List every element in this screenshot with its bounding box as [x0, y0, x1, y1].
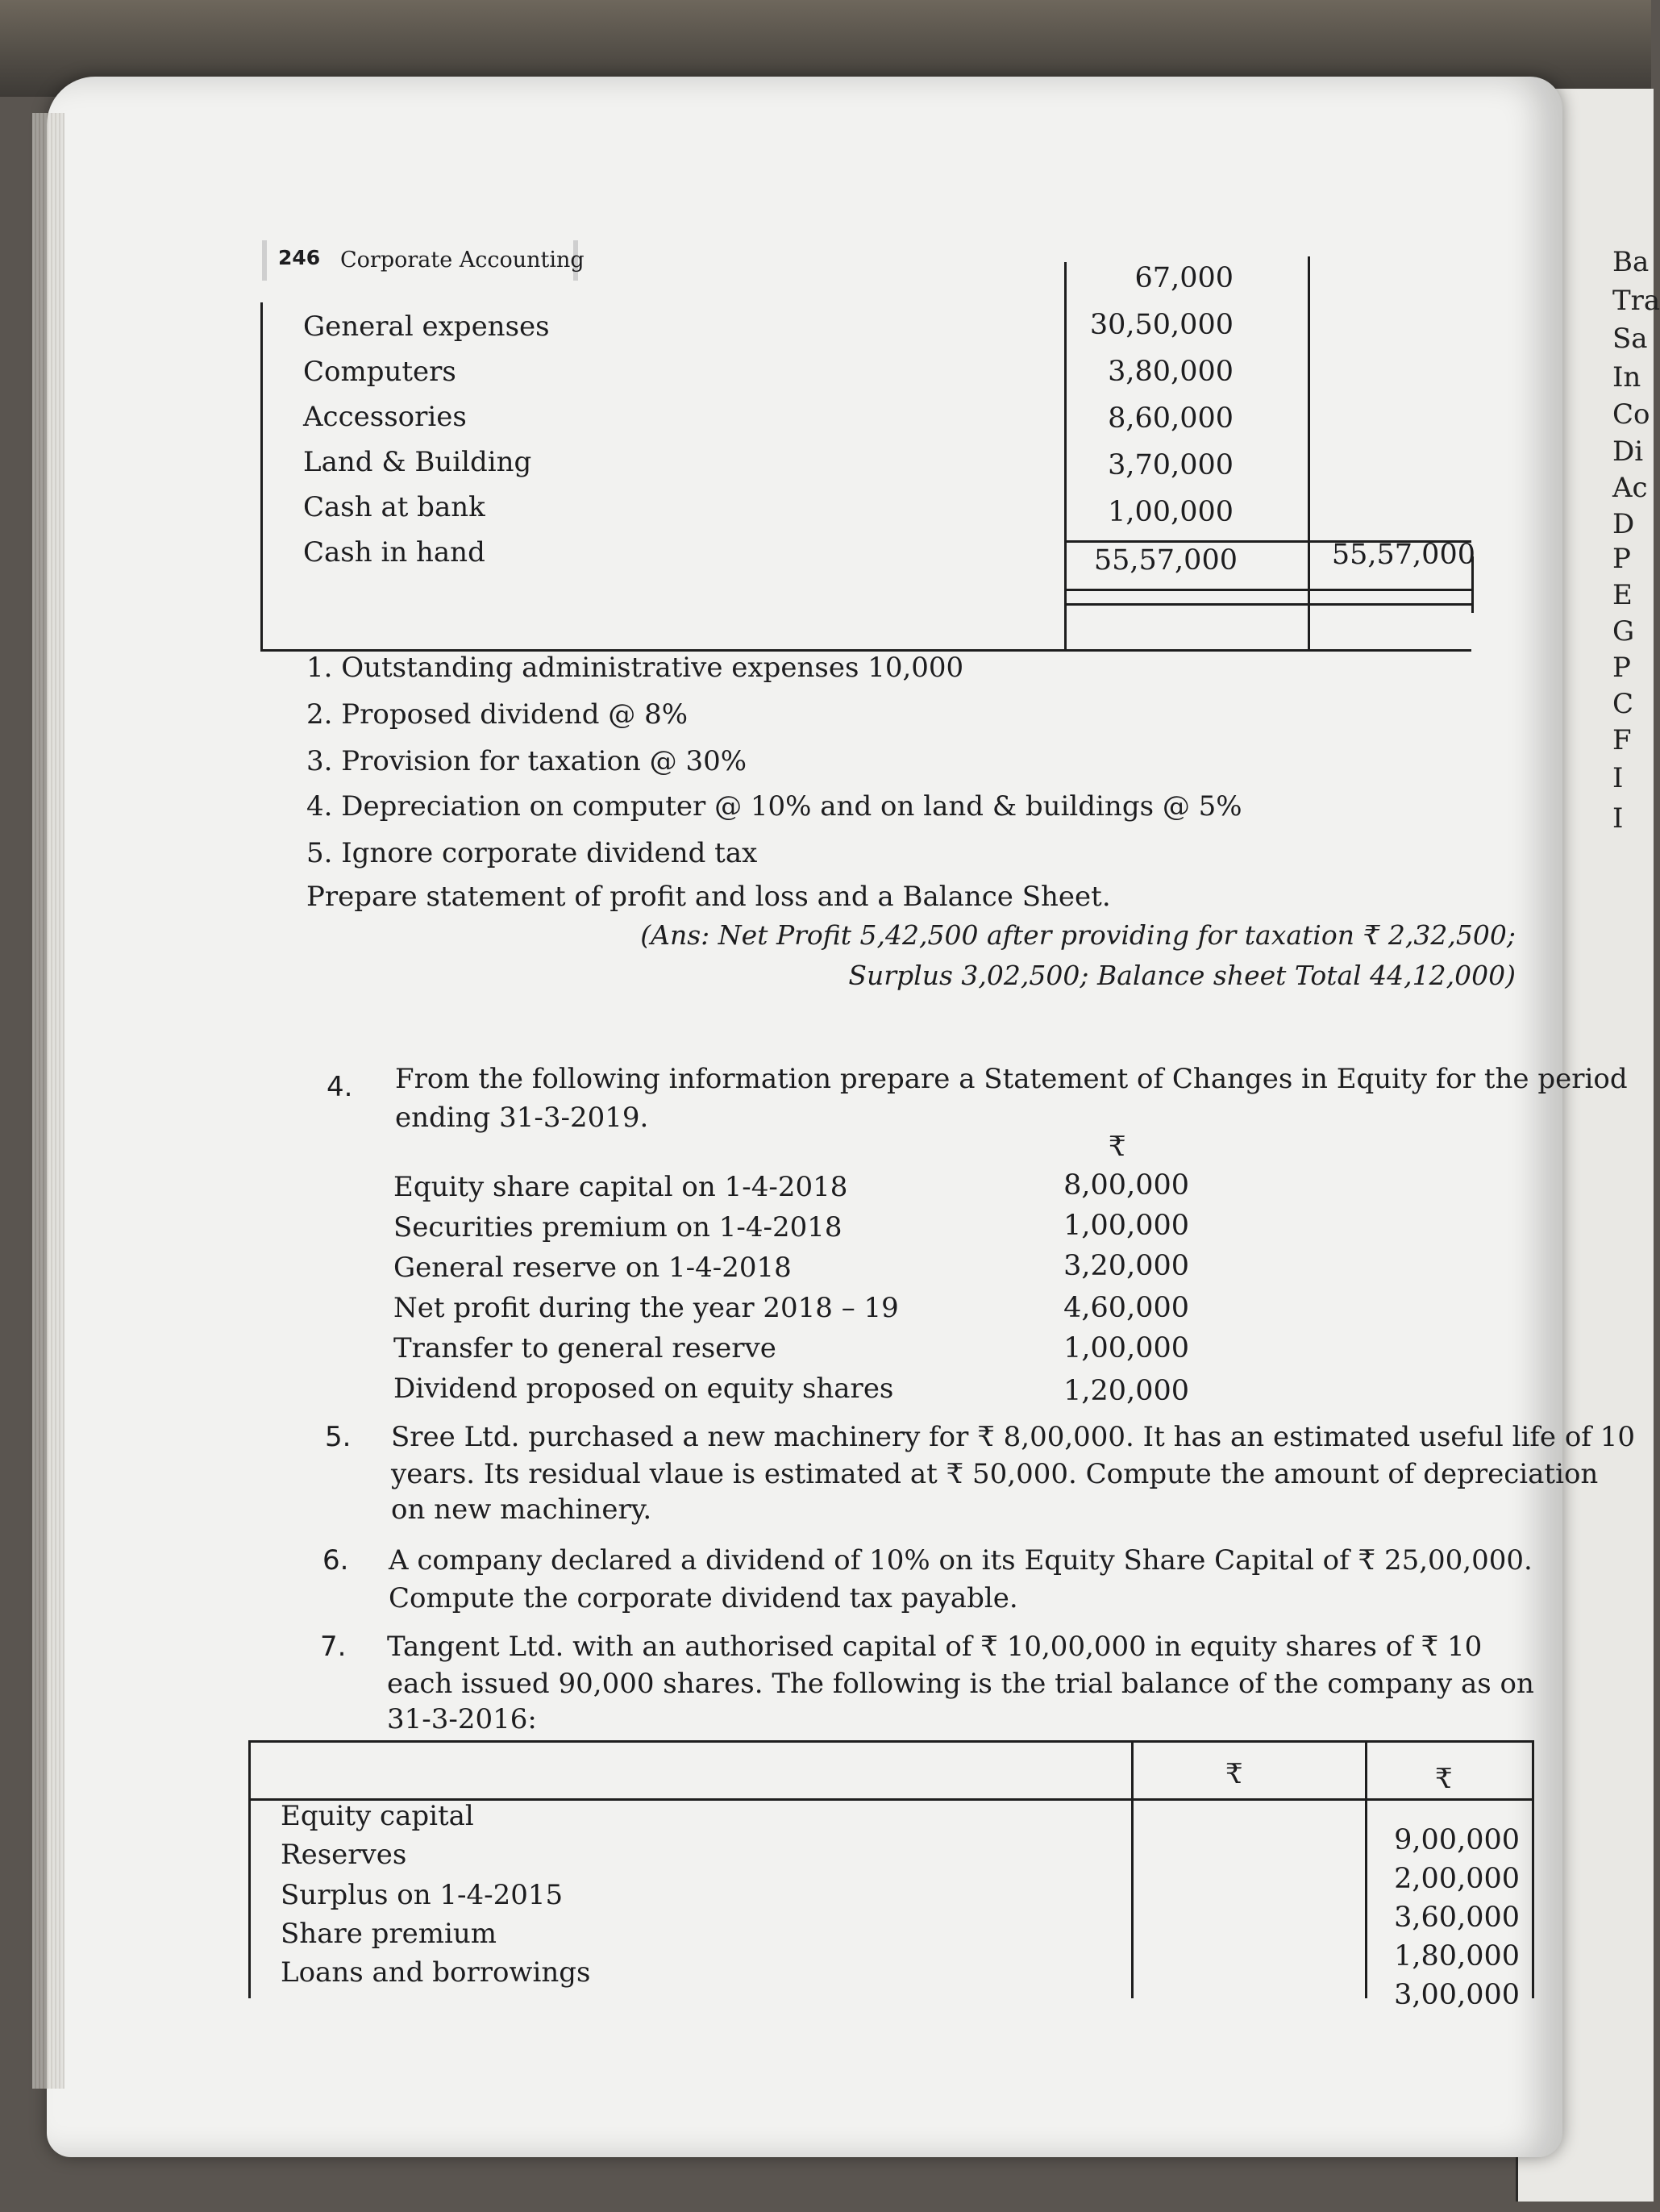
table-row-label: Accessories: [303, 401, 467, 433]
next-page-letter: I: [1612, 802, 1624, 835]
list-item-value: 1,00,000: [1063, 1332, 1189, 1364]
currency-header: ₹: [1109, 1131, 1126, 1163]
next-page-letter: F: [1612, 724, 1632, 756]
table-row-label: Reserves: [281, 1839, 407, 1871]
list-item-label: Net profit during the year 2018 – 19: [393, 1292, 899, 1324]
next-page-letter: Tra: [1612, 285, 1660, 317]
credit-amount: 2,00,000: [1394, 1863, 1520, 1895]
instruction: Prepare statement of profit and loss and a Balance Sheet.: [306, 881, 1111, 913]
credit-amount: 9,00,000: [1394, 1824, 1520, 1856]
column-header-debit: ₹: [1225, 1758, 1243, 1790]
debit-amount: 3,70,000: [1108, 449, 1234, 481]
next-page-letter: I: [1612, 762, 1624, 794]
table-row-label: Loans and borrowings: [281, 1956, 591, 1989]
debit-amount: 67,000: [1134, 262, 1234, 294]
next-page-letter: Co: [1612, 398, 1650, 431]
answer-line-1: (Ans: Net Profit 5,42,500 after providing for taxation ₹ 2,32,500;: [640, 919, 1516, 951]
question-text: on new machinery.: [391, 1493, 652, 1526]
page-stack-edge: [32, 113, 64, 2089]
table-column-divider: [1064, 262, 1067, 651]
table-column-divider: [1365, 1740, 1367, 1998]
list-item-label: Dividend proposed on equity shares: [393, 1373, 894, 1405]
question-number: 6.: [322, 1544, 349, 1577]
double-rule: [1064, 589, 1471, 591]
list-item-label: Equity share capital on 1-4-2018: [393, 1171, 848, 1203]
question-text: Sree Ltd. purchased a new machinery for ₹ 8,00,000. It has an estimated useful life of 10: [391, 1421, 1635, 1453]
question-text: Compute the corporate dividend tax payable.: [389, 1582, 1018, 1614]
credit-amount: 3,00,000: [1394, 1979, 1520, 2011]
list-item-value: 3,20,000: [1063, 1250, 1189, 1282]
next-page-letter: D: [1612, 508, 1635, 540]
table-row-label: Share premium: [281, 1918, 497, 1950]
table-row-label: Cash in hand: [303, 536, 485, 569]
question-number: 4.: [327, 1071, 353, 1103]
total-credit: 55,57,000: [1331, 539, 1475, 571]
question-text: ending 31-3-2019.: [395, 1102, 649, 1134]
table-column-divider: [1131, 1740, 1134, 1998]
credit-amount: 1,80,000: [1394, 1940, 1520, 1972]
double-rule: [1064, 603, 1471, 606]
table-border-top: [248, 1740, 1534, 1743]
next-page-letter: E: [1612, 579, 1633, 611]
table-border-left: [248, 1740, 251, 1998]
question-number: 5.: [325, 1421, 352, 1453]
debit-amount: 30,50,000: [1089, 309, 1234, 341]
table-row-label: Cash at bank: [303, 491, 485, 523]
question-text: A company declared a dividend of 10% on its Equity Share Capital of ₹ 25,00,000.: [389, 1544, 1533, 1577]
list-item-value: 1,00,000: [1063, 1210, 1189, 1242]
question-text: each issued 90,000 shares. The following is the trial balance of the company as on: [387, 1668, 1534, 1700]
question-text: years. Its residual vlaue is estimated at ₹ 50,000. Compute the amount of depreciation: [391, 1458, 1599, 1490]
adjustment-item: 2. Proposed dividend @ 8%: [306, 698, 689, 731]
answer-line-2: Surplus 3,02,500; Balance sheet Total 44,12,000): [848, 960, 1516, 991]
debit-amount: 8,60,000: [1108, 402, 1234, 435]
table-row-label: Equity capital: [281, 1800, 474, 1832]
table-row-label: Surplus on 1-4-2015: [281, 1879, 564, 1911]
debit-amount: 3,80,000: [1108, 356, 1234, 388]
column-header-credit: ₹: [1435, 1763, 1453, 1795]
list-item-value: 8,00,000: [1063, 1169, 1189, 1202]
adjustment-item: 3. Provision for taxation @ 30%: [306, 745, 747, 777]
list-item-label: Transfer to general reserve: [393, 1332, 776, 1364]
table-row-label: General expenses: [303, 310, 550, 343]
list-item-label: General reserve on 1-4-2018: [393, 1252, 792, 1284]
table-border-right: [1532, 1740, 1534, 1998]
question-text: Tangent Ltd. with an authorised capital of ₹ 10,00,000 in equity shares of ₹ 10: [387, 1631, 1483, 1663]
next-page-letter: In: [1612, 361, 1641, 394]
next-page-letter: P: [1612, 543, 1631, 575]
next-page-letter: P: [1612, 652, 1631, 684]
adjustment-item: 1. Outstanding administrative expenses 10,000: [306, 652, 964, 684]
table-border-left: [260, 302, 263, 651]
question-number: 7.: [320, 1631, 347, 1663]
table-row-label: Computers: [303, 356, 456, 388]
adjustment-item: 5. Ignore corporate dividend tax: [306, 837, 758, 869]
page-number: 246: [278, 246, 321, 269]
next-page-letter: G: [1612, 615, 1635, 648]
next-page-letter: Sa: [1612, 323, 1648, 355]
adjustment-item: 4. Depreciation on computer @ 10% and on land & buildings @ 5%: [306, 790, 1242, 823]
question-text: From the following information prepare a Statement of Changes in Equity for the period: [395, 1063, 1628, 1095]
list-item-value: 1,20,000: [1063, 1375, 1189, 1407]
total-debit: 55,57,000: [1093, 544, 1238, 577]
running-title: Corporate Accounting: [340, 248, 585, 273]
list-item-value: 4,60,000: [1063, 1292, 1189, 1324]
next-page-letter: Ac: [1612, 472, 1648, 504]
table-row-label: Land & Building: [303, 446, 532, 478]
next-page-letter: C: [1612, 688, 1634, 720]
debit-amount: 1,00,000: [1108, 496, 1234, 528]
book-page: [47, 77, 1562, 2157]
next-page-letter: Ba: [1612, 246, 1650, 278]
credit-amount: 3,60,000: [1394, 1902, 1520, 1934]
question-text: 31-3-2016:: [387, 1703, 537, 1735]
list-item-label: Securities premium on 1-4-2018: [393, 1211, 842, 1243]
next-page-letter: Di: [1612, 435, 1644, 468]
